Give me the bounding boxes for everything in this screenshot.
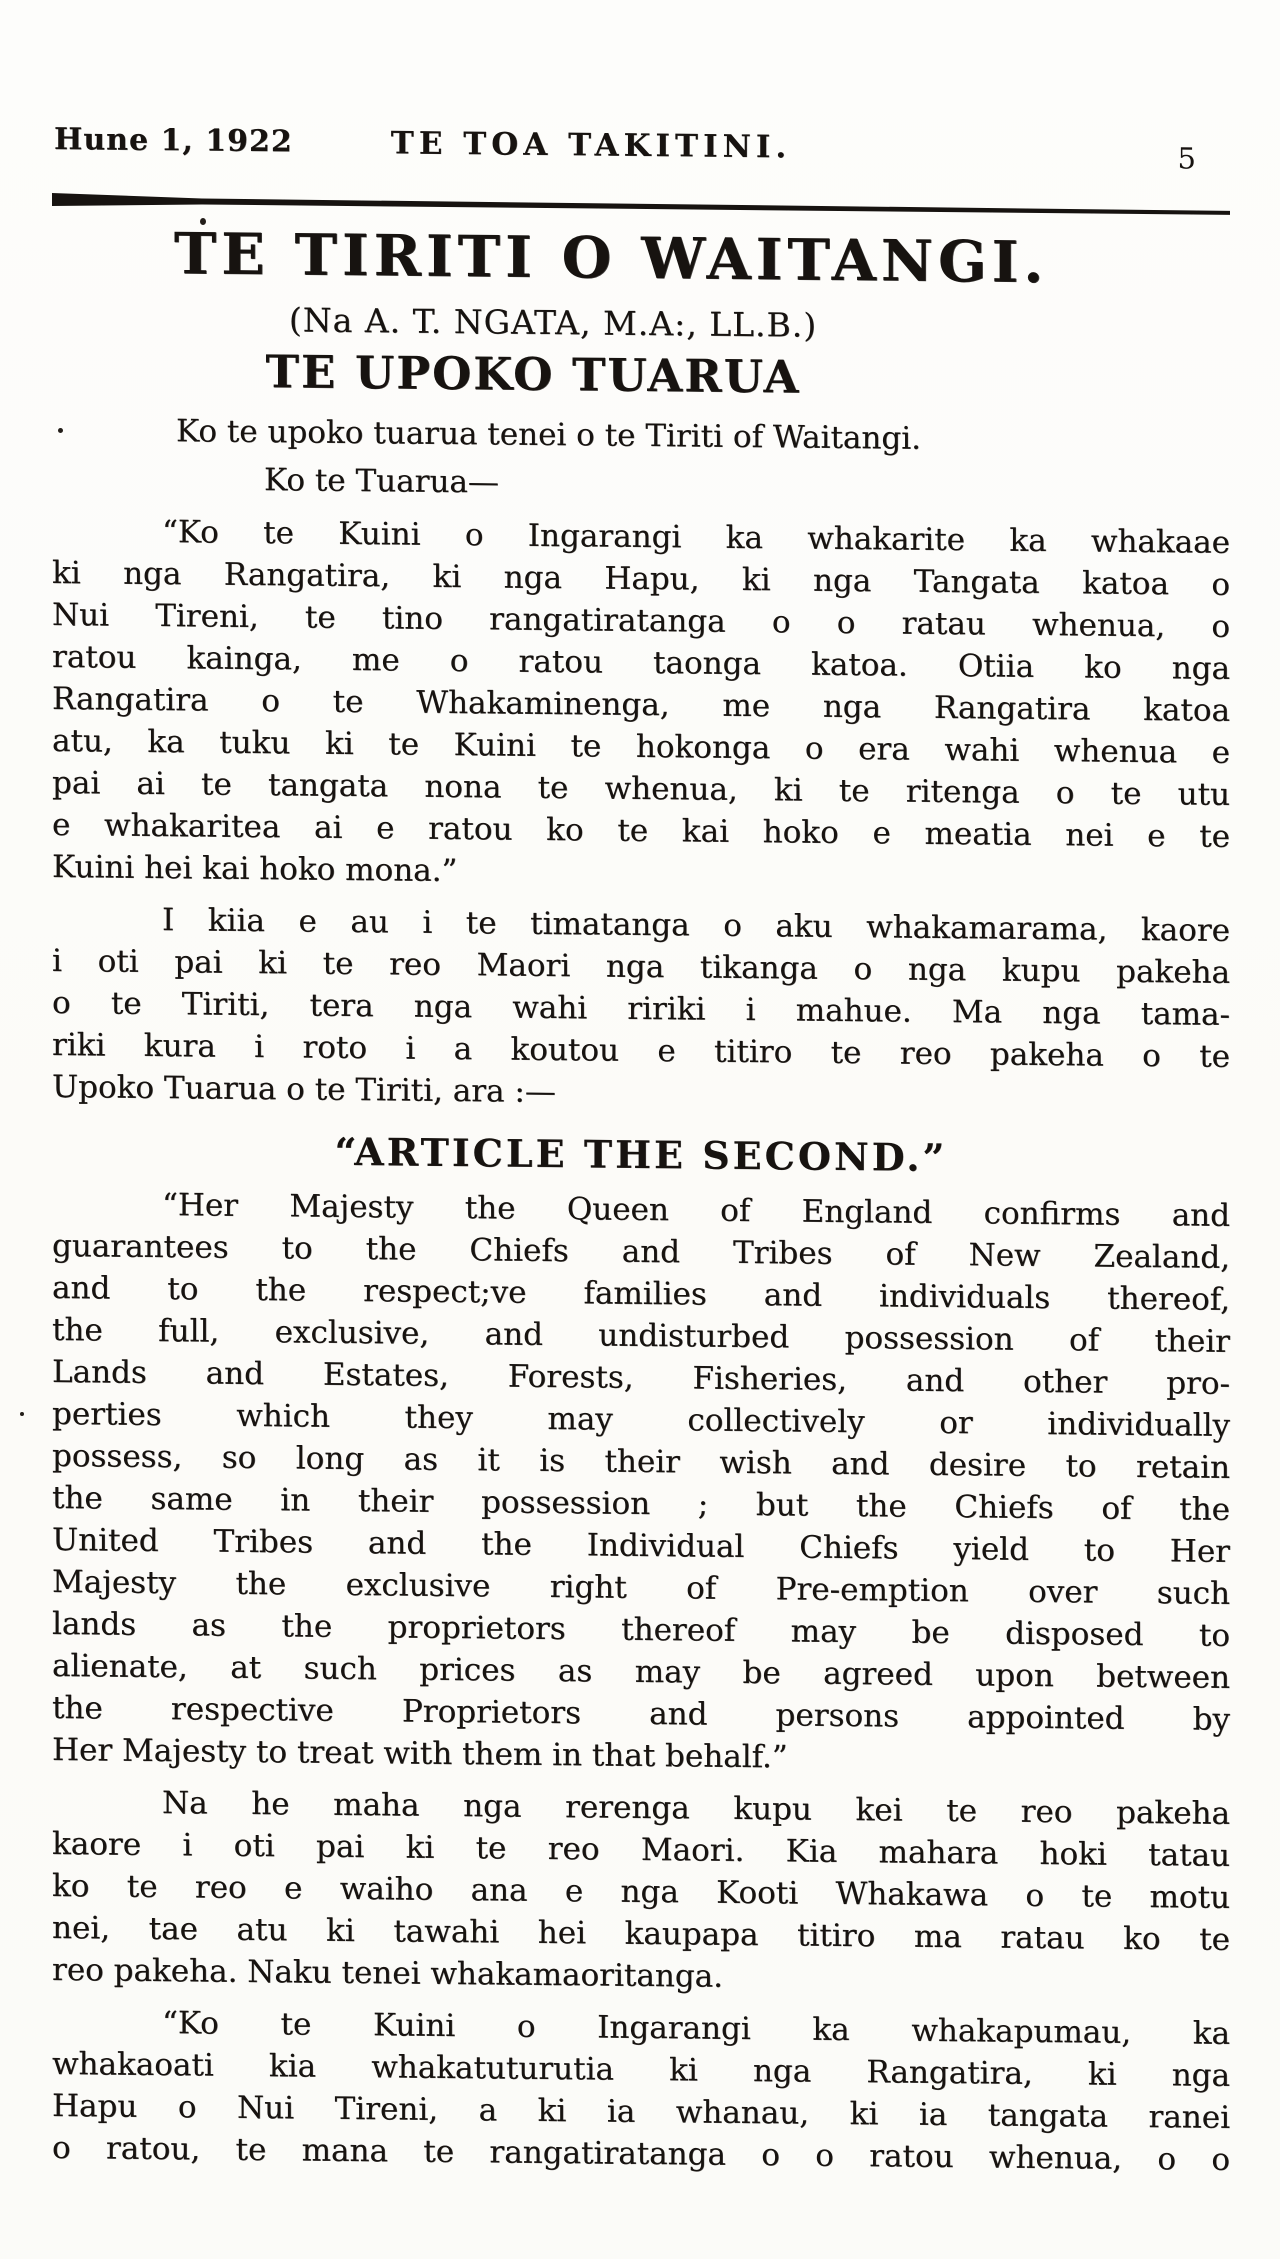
- text-line: Kuini hei kai hoko mona.”: [52, 848, 458, 889]
- text-line: the full, exclusive, and undisturbed possession of their: [52, 1311, 1230, 1360]
- text-line: possess, so long as it is their wish and desire to retain: [52, 1437, 1230, 1486]
- text-line: lands as the proprietors thereof may be disposed to: [52, 1605, 1230, 1654]
- paragraph-treaty-maori-continuation: [52, 2001, 1230, 2181]
- text-line: Nui Tireni, te tino rangatiratanga o o ratau whenua, o: [52, 596, 1230, 645]
- article-title: TE TIRITI O WAITANGI.: [173, 220, 1049, 297]
- page-number: 5: [1177, 141, 1196, 176]
- text-line: the respective Proprietors and persons appointed by: [52, 1689, 1230, 1738]
- text-line: and to the respect;ve families and individuals thereof,: [52, 1269, 1230, 1318]
- issue-date: Hune 1, 1922: [54, 122, 293, 160]
- text-line: o ratou, te mana te rangatiratanga o o ratou whenua, o o: [52, 2129, 1230, 2178]
- text-line: e whakaritea ai e ratou ko te kai hoko e meatia nei e te: [52, 806, 1230, 855]
- text-line: alienate, at such prices as may be agreed upon between: [52, 1647, 1230, 1696]
- header-rule: [52, 190, 1230, 222]
- text-line: the same in their possession ; but the Chiefs of the: [52, 1479, 1230, 1528]
- section-heading-article-the-second: “ARTICLE THE SECOND.”: [334, 1128, 948, 1180]
- paragraph-treaty-maori-article2: [52, 510, 1230, 900]
- page-header: [52, 120, 1230, 174]
- text-line: riki kura i roto i a koutou e titiro te reo pakeha o te: [52, 1026, 1230, 1075]
- paragraph-treaty-english-article2: [52, 1183, 1230, 1783]
- text-line: “Ko te Kuini o Ingarangi ka whakarite ka whakaae: [162, 513, 1230, 561]
- text-line: perties which they may collectively or individually: [52, 1395, 1230, 1444]
- article-body: [52, 408, 1230, 2181]
- text-line: ratou kainga, me o ratou taonga katoa. Otiia ko nga: [52, 638, 1230, 687]
- page-content: [52, 120, 1230, 2180]
- scan-speck: [20, 1412, 24, 1416]
- text-line: kaore i oti pai ki te reo Maori. Kia mahara hoki tatau: [52, 1825, 1230, 1874]
- paragraph-commentary-2: [52, 1781, 1230, 2003]
- intro-line: Ko te upoko tuarua tenei o te Tiriti of Waitangi.: [176, 412, 921, 457]
- chapter-heading: TE UPOKO TUARUA: [265, 344, 801, 404]
- paragraph-commentary-1: [52, 898, 1230, 1120]
- text-line: Lands and Estates, Forests, Fisheries, and other pro-: [52, 1353, 1230, 1402]
- text-line: atu, ka tuku ki te Kuini te hokonga o era wahi whenua e: [52, 722, 1230, 771]
- text-line: Upoko Tuarua o te Tiriti, ara :—: [52, 1068, 556, 1110]
- text-line: ko te reo e waiho ana e nga Kooti Whakawa o te motu: [52, 1867, 1230, 1916]
- text-line: ki nga Rangatira, ki nga Hapu, ki nga Tangata katoa o: [52, 554, 1230, 603]
- text-line: United Tribes and the Individual Chiefs yield to Her: [52, 1521, 1230, 1570]
- text-line: Majesty the exclusive right of Pre-emption over such: [52, 1563, 1230, 1612]
- text-line: Her Majesty to treat with them in that behalf.”: [52, 1731, 788, 1775]
- text-line: o te Tiriti, tera nga wahi ririki i mahue. Ma nga tama-: [52, 984, 1230, 1033]
- text-line: whakaoati kia whakatuturutia ki nga Rangatira, ki nga: [52, 2045, 1230, 2094]
- text-line: “Her Majesty the Queen of England confirms and: [162, 1186, 1230, 1234]
- text-line: Na he maha nga rerenga kupu kei te reo pakeha: [162, 1784, 1230, 1832]
- text-line: Rangatira o te Whakaminenga, me nga Rangatira katoa: [52, 680, 1230, 729]
- text-line: nei, tae atu ki tawahi hei kaupapa titiro ma ratau ko te: [52, 1909, 1230, 1958]
- text-line: “Ko te Kuini o Ingarangi ka whakapumau, ka: [162, 2004, 1230, 2052]
- text-line: Hapu o Nui Tireni, a ki ia whanau, ki ia tangata ranei: [52, 2087, 1230, 2136]
- text-line: guarantees to the Chiefs and Tribes of New Zealand,: [52, 1227, 1230, 1276]
- lead-in-line: Ko te Tuarua—: [264, 461, 499, 501]
- text-line: i oti pai ki te reo Maori nga tikanga o nga kupu pakeha: [52, 942, 1230, 991]
- text-line: pai ai te tangata nona te whenua, ki te ritenga o te utu: [52, 764, 1230, 813]
- text-line: reo pakeha. Naku tenei whakamaoritanga.: [52, 1951, 723, 1995]
- text-line: I kiia e au i te timatanga o aku whakamarama, kaore: [162, 901, 1230, 949]
- article-byline: (Na A. T. NGATA, M.A:, LL.B.): [288, 299, 818, 345]
- masthead-title: TE TOA TAKITINI.: [390, 125, 792, 166]
